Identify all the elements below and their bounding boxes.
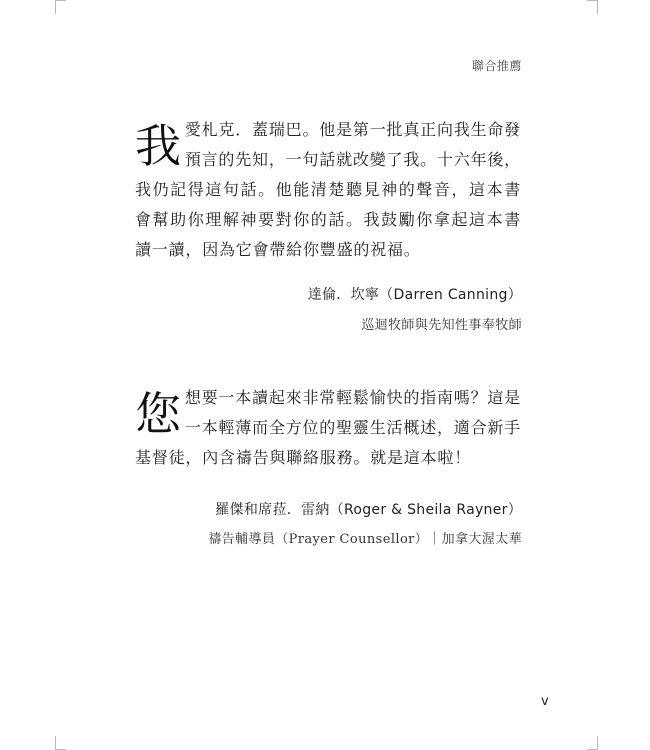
crop-mark-top-left-vertical	[55, 0, 56, 14]
crop-mark-top-left	[56, 0, 66, 1]
endorsement-author-1: 達倫．坎寧（Darren Canning）	[307, 287, 522, 303]
crop-mark-top-right-vertical	[597, 0, 598, 14]
endorsement-body: 想要一本讀起來非常輕鬆愉快的指南嗎？這是一本輕薄而全方位的聖靈生活概述，適合新手基督徒，內含禱告與聯絡服務。就是這本啦！	[135, 388, 521, 467]
crop-mark-bottom-right-vertical	[597, 736, 598, 750]
endorsement-body: 愛札克．蓋瑞巴。他是第一批真正向我生命發預言的先知，一句話就改變了我。十六年後，我仍記得這句話。他能清楚聽見神的聲音，這本書會幫助你理解神要對你的話。我鼓勵你拿起這本書讀一讀，因為它會帶給你豐盛的祝福。	[135, 120, 521, 259]
running-head: 聯合推薦	[471, 59, 522, 73]
endorsement-author-title-1: 巡迴牧師與先知性事奉牧師	[361, 318, 522, 333]
crop-mark-bottom-left-vertical	[55, 736, 56, 750]
endorsement-text-2	[135, 383, 521, 473]
endorsement-author-2: 羅傑和席菈．雷納（Roger & Sheila Rayner）	[215, 502, 522, 518]
endorsement-text-1	[135, 115, 521, 265]
crop-mark-top-right	[587, 0, 597, 1]
drop-cap: 您	[135, 387, 182, 441]
endorsement-author-title-2: 禱告輔導員（Prayer Counsellor）｜加拿大渥太華	[208, 532, 522, 547]
drop-cap: 我	[135, 119, 182, 173]
page-number: v	[541, 694, 549, 709]
